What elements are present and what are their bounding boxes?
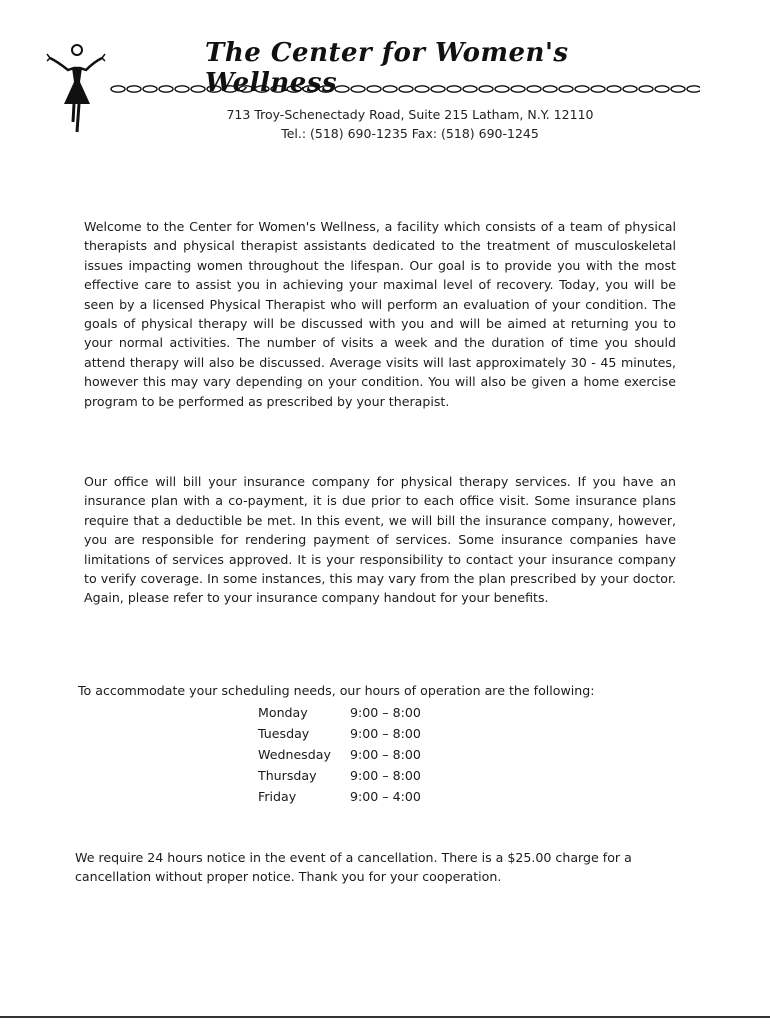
chain-link bbox=[575, 86, 589, 92]
chain-link bbox=[655, 86, 669, 92]
chain-link bbox=[479, 86, 493, 92]
contact-line: Tel.: (518) 690-1235 Fax: (518) 690-1245 bbox=[281, 126, 539, 141]
hours-row bbox=[258, 744, 460, 765]
hours-time: 9:00 – 8:00 bbox=[350, 768, 421, 783]
welcome-paragraph: Welcome to the Center for Women's Wellness, a facility which consists of a team of physical therapists and physical therapist assistants dedicated to the treatment of musculoskeletal issues impacting women throughout the lifespan. Our goal is to provide you with the most effective care to assist you in achieving your maximal level of recovery. Today, you will be seen by a licensed Physical Therapist who will perform an evaluation of your condition. The goals of physical therapy will be discussed with you and will be aimed at returning you to your normal activities. The number of visits a week and the duration of time you should attend therapy will also be discussed. Average visits will last approximately 30 - 45 minutes, however this may vary depending on your condition. You will also be given a home exercise program to be performed as prescribed by your therapist. bbox=[84, 219, 676, 409]
hours-day: Wednesday bbox=[258, 747, 331, 762]
chain-link bbox=[495, 86, 509, 92]
chain-link bbox=[319, 86, 333, 92]
chain-link bbox=[207, 86, 221, 92]
chain-link bbox=[191, 86, 205, 92]
page-bottom-rule bbox=[0, 1016, 770, 1018]
hours-day: Thursday bbox=[258, 768, 317, 783]
chain-link bbox=[111, 86, 125, 92]
chain-link bbox=[223, 86, 237, 92]
chain-link bbox=[271, 86, 285, 92]
dancing-woman-logo-icon bbox=[46, 40, 106, 136]
chain-link bbox=[287, 86, 301, 92]
chain-link bbox=[143, 86, 157, 92]
chain-link bbox=[623, 86, 637, 92]
chain-link bbox=[463, 86, 477, 92]
hours-time: 9:00 – 8:00 bbox=[350, 726, 421, 741]
chain-link bbox=[255, 86, 269, 92]
hours-row bbox=[258, 702, 460, 723]
chain-link bbox=[543, 86, 557, 92]
chain-link bbox=[527, 86, 541, 92]
hours-day: Monday bbox=[258, 705, 308, 720]
hours-row bbox=[258, 765, 460, 786]
chain-link bbox=[351, 86, 365, 92]
chain-link bbox=[431, 86, 445, 92]
chain-link bbox=[687, 86, 700, 92]
hours-table bbox=[258, 702, 460, 807]
chain-link bbox=[671, 86, 685, 92]
chain-link bbox=[415, 86, 429, 92]
chain-link bbox=[159, 86, 173, 92]
organization-name: The Center for Women's Wellness bbox=[205, 38, 569, 98]
chain-link bbox=[447, 86, 461, 92]
chain-link bbox=[399, 86, 413, 92]
chain-link bbox=[559, 86, 573, 92]
chain-link bbox=[383, 86, 397, 92]
cancellation-notice: We require 24 hours notice in the event of a cancellation. There is a $25.00 charge for a cancellation without proper notice. Thank you for your cooperation. bbox=[75, 850, 632, 884]
chain-link bbox=[607, 86, 621, 92]
address-line: 713 Troy-Schenectady Road, Suite 215 Latham, N.Y. 12110 bbox=[226, 107, 594, 122]
chain-link bbox=[511, 86, 525, 92]
hours-row bbox=[258, 786, 460, 807]
chain-link bbox=[303, 86, 317, 92]
hours-row bbox=[258, 723, 460, 744]
chain-link bbox=[239, 86, 253, 92]
chain-link bbox=[127, 86, 141, 92]
decorative-chain-divider bbox=[110, 82, 700, 96]
hours-day: Friday bbox=[258, 789, 297, 804]
hours-time: 9:00 – 4:00 bbox=[350, 789, 421, 804]
hours-intro: To accommodate your scheduling needs, our hours of operation are the following: bbox=[78, 683, 595, 698]
hours-day: Tuesday bbox=[258, 726, 310, 741]
hours-time: 9:00 – 8:00 bbox=[350, 747, 421, 762]
insurance-paragraph: Our office will bill your insurance company for physical therapy services. If you have an insurance plan with a co-payment, it is due prior to each office visit. Some insurance plans require that a deductible be met. In this event, we will bill the insurance company, however, you are responsible for rendering payment of services. Some insurance companies have limitations of services approved. It is your responsibility to contact your insurance company to verify coverage. In some instances, this may vary from the plan prescribed by your doctor. Again, please refer to your insurance company handout for your benefits. bbox=[84, 474, 676, 606]
chain-link bbox=[591, 86, 605, 92]
chain-link bbox=[335, 86, 349, 92]
chain-link bbox=[367, 86, 381, 92]
hours-time: 9:00 – 8:00 bbox=[350, 705, 421, 720]
chain-link bbox=[175, 86, 189, 92]
chain-link bbox=[639, 86, 653, 92]
